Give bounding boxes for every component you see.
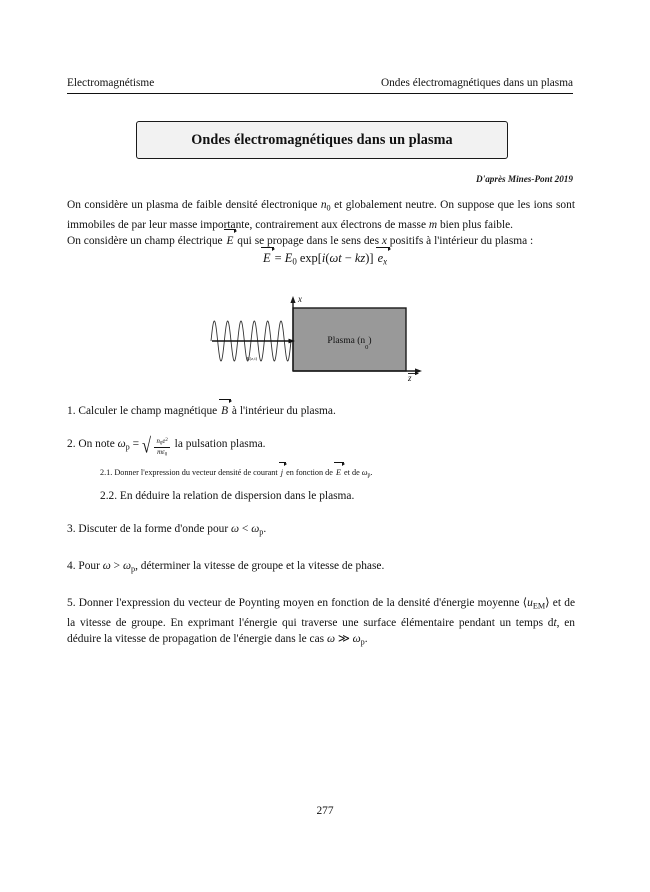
fraction-den-eps: ε [162, 448, 165, 456]
question-4-gt: > [110, 559, 123, 572]
header-rule [67, 93, 573, 94]
equation-close-paren: )] [365, 251, 377, 265]
question-5-gg: ≫ [334, 633, 353, 646]
equation-minus: − [341, 251, 355, 265]
question-5-bracket-open: ⟨ [522, 597, 528, 610]
question-4-omegap: ω [122, 559, 131, 572]
fraction-den-eps-sub: 0 [164, 452, 168, 458]
intro-text-f: positifs à l'intérieur du plasma : [386, 234, 534, 247]
fraction-den-m: m [157, 448, 163, 456]
symbol-n0-sub: 0 [326, 203, 331, 213]
question-2 [67, 433, 575, 458]
questions-list [67, 403, 575, 651]
vector-j: j [280, 465, 284, 481]
intro-text-d: On considère un champ électrique [67, 234, 226, 247]
symbol-n0: n [320, 199, 327, 211]
question-4-text-b: , déterminer la vitesse de groupe et la vitesse de phase. [135, 559, 385, 572]
equation-E0: E [284, 251, 293, 265]
question-2-1-period: . [370, 467, 373, 477]
intro-line-2 [67, 233, 575, 249]
intro-text-b: et globalement neutre. On suppose que les ions sont immobiles de par leur masse importante, contrairement aux électrons de masse [67, 199, 575, 231]
axis-label-x: x [298, 294, 302, 304]
header-left-title: Electromagnétisme [67, 77, 155, 89]
question-2-text-b: la pulsation plasma. [171, 438, 266, 451]
vector-B: B [220, 403, 229, 419]
question-3-omegap-sub: p [259, 527, 264, 537]
question-2-omega-sub: p [125, 442, 130, 452]
square-root-expression [141, 433, 172, 458]
question-5-bracket-close: ⟩ [545, 597, 550, 610]
equation-z: z [360, 251, 366, 265]
question-3-omegap: ω [251, 523, 260, 535]
display-equation [0, 251, 650, 266]
question-2-omega: ω [117, 438, 126, 451]
intro-text-e: qui se propage dans le sens des [234, 234, 382, 247]
question-5-period: . [364, 633, 368, 646]
question-2-1 [100, 465, 575, 484]
equation-i: i [321, 251, 326, 265]
question-2-equals: = [129, 438, 142, 451]
intro-line-1 [67, 197, 575, 233]
fraction-num-n-sub: 0 [159, 441, 163, 447]
fraction-num-e: e [162, 438, 166, 446]
symbol-m: m [428, 218, 438, 231]
question-1-text-a: 1. Calculer le champ magnétique [67, 405, 221, 417]
question-5-uem: u [527, 597, 533, 610]
question-3-omega: ω [231, 523, 240, 535]
question-5-text-b: et de la vitesse de groupe. En exprimant l'énergie qui traverse une surface élémentaire pendant un temps d [67, 597, 575, 629]
symbol-x: x [381, 234, 387, 247]
equation-unit-sub: x [383, 256, 388, 267]
question-3-period: . [263, 523, 267, 535]
equation-k: k [354, 251, 361, 265]
question-4-text-a: 4. Pour [67, 559, 103, 572]
question-1-text-b: à l'intérieur du plasma. [229, 405, 336, 417]
question-5 [67, 595, 575, 650]
question-5-dt: t [553, 616, 557, 629]
page-title: Ondes électromagnétiques dans un plasma [191, 131, 453, 148]
plasma-figure [205, 292, 435, 387]
equation-equals: = [271, 251, 285, 265]
intro-text-c: bien plus faible. [437, 218, 514, 231]
question-2-1-text-b: en fonction de [284, 467, 335, 477]
vector-E-q21: E [335, 465, 342, 481]
fraction-num-n: n [156, 438, 160, 446]
radical-sign: √ [141, 433, 151, 458]
question-5-omegap: ω [352, 633, 361, 646]
intro-text-a: On considère un plasma de faible densité électronique [67, 199, 321, 211]
fraction [152, 437, 171, 458]
question-4 [67, 558, 575, 578]
source-attribution: D'après Mines-Pont 2019 [476, 174, 573, 184]
plasma-label: Plasma $(n_0)$ [327, 336, 372, 351]
question-2-1-text-a: 2.1. Donner l'expression du vecteur densité de courant [100, 467, 280, 477]
equation-omega: ω [329, 251, 339, 265]
header-right-title: Ondes électromagnétiques dans un plasma [381, 77, 573, 89]
plasma-figure-svg [205, 292, 435, 387]
page-number: 277 [316, 805, 334, 817]
fraction-num-e-sup: 2 [165, 437, 168, 443]
equation-exp: exp[ [296, 251, 322, 265]
question-3 [67, 521, 575, 541]
question-1 [67, 403, 575, 419]
equation-unit-vector-ex [377, 251, 388, 266]
equation-open-paren: ( [325, 251, 330, 265]
equation-E0-sub: 0 [292, 256, 297, 267]
question-2-2: 2.2. En déduire la relation de dispersion dans le plasma. [100, 489, 355, 502]
equation-lhs-label: E [262, 251, 271, 265]
question-5-omega: ω [326, 633, 335, 646]
axis-label-z: z [408, 373, 412, 383]
fraction-numerator [154, 438, 169, 449]
x-axis-arrowhead [290, 296, 295, 303]
intro-paragraph [67, 197, 575, 249]
question-3-text-a: 3. Discuter de la forme d'onde pour [67, 523, 232, 535]
question-4-omegap-sub: p [130, 563, 136, 573]
vector-E-intro: E [225, 233, 234, 249]
question-5-text-a: 5. Donner l'expression du vecteur de Poynting moyen en fonction de la densité d'énergie moyenne [67, 597, 523, 610]
question-3-lt: < [239, 523, 252, 535]
equation-unit-e: e [377, 251, 384, 265]
question-2-1-omega: ω [361, 467, 368, 477]
question-5-uem-sub: EM [532, 601, 546, 611]
question-2-1-text-c: et de [341, 467, 362, 477]
question-5-omegap-sub: p [360, 637, 365, 647]
question-2-text-a: 2. On note [67, 438, 118, 451]
fraction-denominator [155, 448, 169, 457]
running-header [67, 76, 573, 90]
exercise-title-box [136, 121, 508, 159]
question-5-text-c: , en déduire la vitesse de propagation de l'énergie dans le cas [67, 616, 575, 646]
equation-t: t [338, 251, 342, 265]
equation-lhs-vector-E [262, 251, 272, 266]
question-4-omega: ω [102, 559, 111, 572]
question-2-1-omega-sub: p [367, 472, 371, 479]
wave-label: E(z,t) [246, 356, 258, 361]
